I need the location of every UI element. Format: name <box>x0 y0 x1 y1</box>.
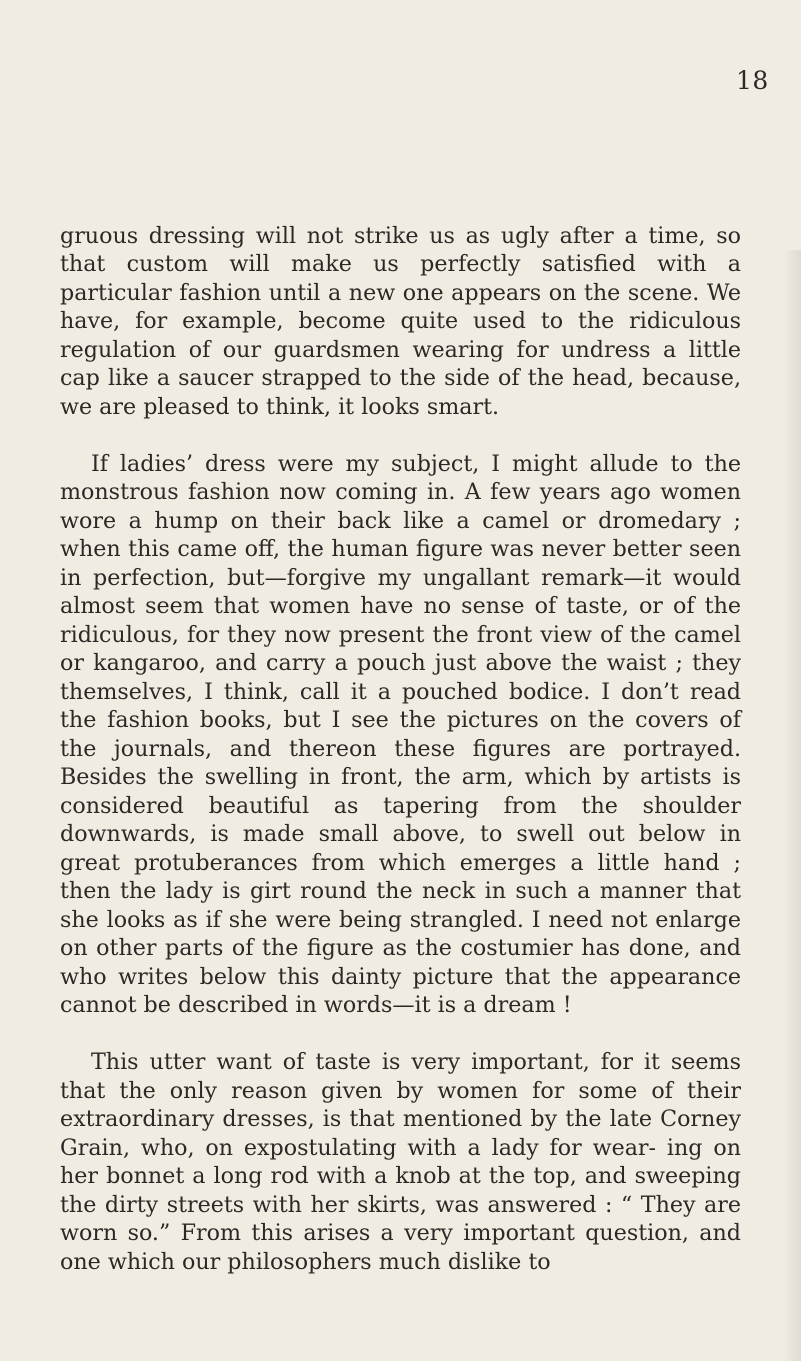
body-text <box>60 193 741 1305</box>
page-number: 18 <box>736 66 769 95</box>
page-edge-shadow <box>783 250 801 1361</box>
paragraph: If ladies’ dress were my subject, I might allude to the monstrous fashion now coming in. A few years ago women wore a hump on their back like a camel or dromedary ; when this came off, the human figure was never better seen in perfection, but—forgive my ungallant remark—it would almost seem that women have no sense of taste, or of the ridiculous, for they now present the front view of the camel or kangaroo, and carry a pouch just above the waist ; they themselves, I think, call it a pouched bodice. I don’t read the fashion books, but I see the pictures on the covers of the journals, and thereon these figures are portrayed. Besides the swelling in front, the arm, which by artists is considered beautiful as tapering from the shoulder downwards, is made small above, to swell out below in great protuberances from which emerges a little hand ; then the lady is girt round the neck in such a manner that she looks as if she were being strangled. I need not enlarge on other parts of the figure as the costumier has done, and who writes below this dainty picture that the appearance cannot be described in words—it is a dream ! <box>60 450 741 1018</box>
paragraph: gruous dressing will not strike us as ugly after a time, so that custom will make us perfectly satisfied with a particular fashion until a new one appears on the scene. We have, for example, become quite used to the ridiculous regulation of our guardsmen wearing for undress a little cap like a saucer strapped to the side of the head, because, we are pleased to think, it looks smart. <box>60 222 741 420</box>
paragraph: This utter want of taste is very important, for it seems that the only reason given by women for some of their extraordinary dresses, is that mentioned by the late Corney Grain, who, on expostulating with a lady for wear- ing on her bonnet a long rod with a knob at the top, and sweeping the dirty streets with her skirts, was answered : “ They are worn so.” From this arises a very important question, and one which our philosophers much dislike to <box>60 1049 741 1275</box>
